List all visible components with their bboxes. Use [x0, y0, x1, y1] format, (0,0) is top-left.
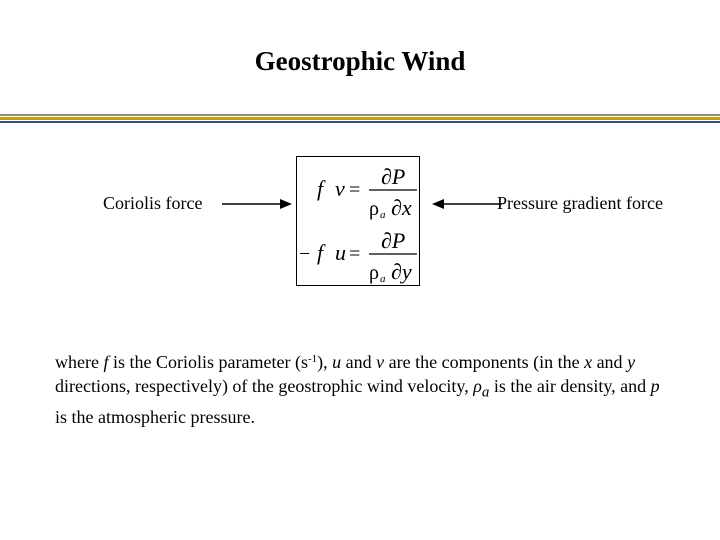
eq1-equals: =	[349, 179, 361, 201]
equation-v	[317, 164, 417, 221]
eq1-rho: ρ	[369, 198, 379, 220]
var-rho-sub: a	[481, 384, 490, 401]
arrow-left-icon	[432, 196, 502, 212]
eq1-denominator: ∂x	[391, 195, 412, 220]
eq1-f: f	[317, 176, 324, 201]
var-f: f	[103, 352, 109, 372]
var-u: u	[332, 352, 342, 372]
var-x: x	[584, 352, 593, 372]
equation-u	[299, 228, 417, 285]
eq1-v: v	[335, 176, 345, 201]
eq2-rho-sub: a	[380, 273, 386, 285]
eq2-equals: =	[349, 243, 361, 265]
pressure-gradient-force-label: Pressure gradient force	[497, 193, 663, 213]
unit-exponent: -1	[307, 353, 318, 365]
coriolis-force-label: Coriolis force	[103, 193, 203, 213]
eq2-numerator: ∂P	[381, 228, 406, 253]
slide-title: Geostrophic Wind	[254, 46, 466, 76]
eq2-denominator: ∂y	[391, 259, 412, 284]
divider-gold	[0, 117, 720, 120]
divider-blue	[0, 121, 720, 123]
eq1-numerator: ∂P	[381, 164, 406, 189]
divider-gray	[0, 114, 720, 116]
geostrophic-equations-box	[296, 156, 420, 286]
var-v: v	[376, 352, 385, 372]
description-paragraph: where f is the Coriolis parameter $(s^{-1})$, u and v are the components (in the x and y directions, respectively) of the geostrophic wind velocity, $\rho_a$ is the air density, and p is the atmospheric pressure.	[55, 352, 660, 427]
eq1-rho-sub: a	[380, 209, 386, 221]
eq2-rho: ρ	[369, 262, 379, 284]
var-y: y	[627, 352, 636, 372]
arrow-right-icon	[222, 196, 292, 212]
eq2-minus: −	[299, 243, 311, 265]
var-p: p	[650, 376, 660, 396]
var-rho: ρ	[473, 376, 482, 396]
eq2-f: f	[317, 240, 324, 265]
eq2-u: u	[335, 240, 346, 265]
